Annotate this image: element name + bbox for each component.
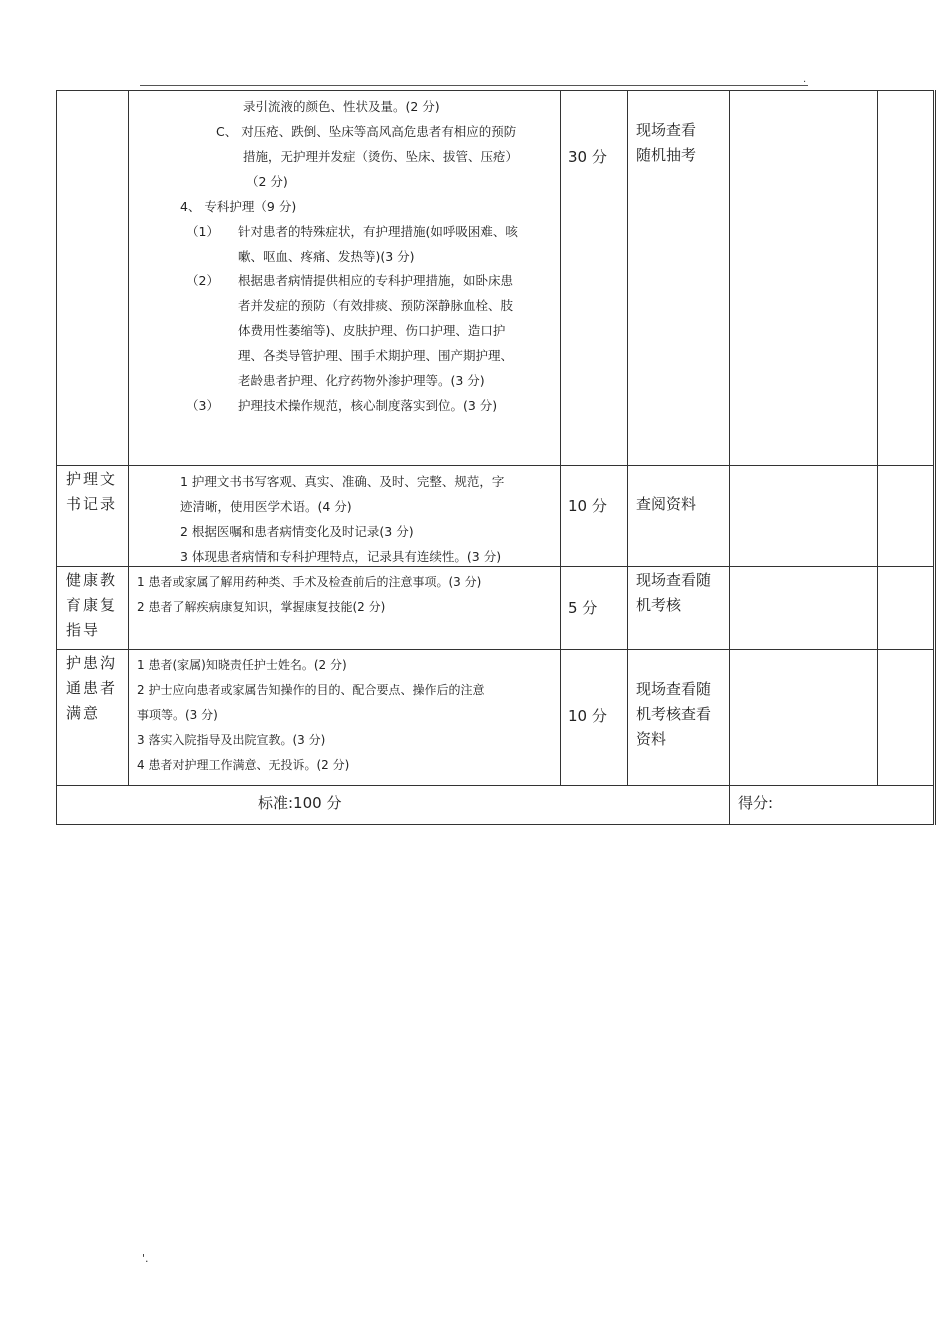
category-line: 护理文 <box>66 470 118 488</box>
col-divider <box>627 90 628 785</box>
criteria-line: 事项等。(3 分) <box>137 708 218 722</box>
col-divider <box>877 90 878 785</box>
standard-total: 标准:100 分 <box>258 794 342 812</box>
criteria-line: 1 护理文书书写客观、真实、准确、及时、完整、规范，字 <box>180 474 505 489</box>
category-line: 满意 <box>66 704 101 722</box>
criteria-line: （2 分) <box>246 174 288 189</box>
row-divider <box>56 465 934 466</box>
criteria-line: 迹清晰，使用医学术语。(4 分) <box>180 499 352 514</box>
header-rule <box>140 85 808 86</box>
criteria-line: 理、各类导管护理、围手术期护理、围产期护理、 <box>238 348 514 363</box>
row-divider <box>56 649 934 650</box>
method-line: 机考核查看 <box>636 705 712 723</box>
criteria-line: 1 患者或家属了解用药种类、手术及检查前后的注意事项。(3 分) <box>137 575 482 589</box>
criteria-line: 4 患者对护理工作满意、无投诉。(2 分) <box>137 758 350 772</box>
category-line: 指导 <box>66 621 101 639</box>
table-border-right <box>933 90 934 825</box>
criteria-line: 老龄患者护理、化疗药物外渗护理等。(3 分) <box>238 373 485 388</box>
method-line: 资料 <box>636 730 667 748</box>
criteria-index: （1） <box>186 224 219 239</box>
method-line: 现场查看随 <box>636 680 712 698</box>
criteria-line: 3 体现患者病情和专科护理特点，记录具有连续性。(3 分) <box>180 549 502 564</box>
row-divider <box>56 785 934 786</box>
method-line: 现场查看 <box>636 121 697 139</box>
method-line: 随机抽考 <box>636 146 697 164</box>
criteria-line: 2 患者了解疾病康复知识，掌握康复技能(2 分) <box>137 600 386 614</box>
criteria-line: 嗽、呕血、疼痛、发热等)(3 分) <box>238 249 415 264</box>
criteria-line: C、 对压疮、跌倒、坠床等高风高危患者有相应的预防 <box>216 124 517 139</box>
category-line: 育康复 <box>66 596 118 614</box>
criteria-line: 录引流液的颜色、性状及量。(2 分) <box>243 99 440 114</box>
criteria-line: 针对患者的特殊症状，有护理措施(如呼吸困难、咳 <box>238 224 518 239</box>
category-line: 护患沟 <box>66 654 118 672</box>
method-line: 查阅资料 <box>636 495 697 513</box>
page-footer-mark: '. <box>142 1252 149 1265</box>
criteria-line: 3 落实入院指导及出院宣教。(3 分) <box>137 733 326 747</box>
col-divider <box>729 90 730 825</box>
criteria-line: 护理技术操作规范，核心制度落实到位。(3 分) <box>238 398 498 413</box>
table-border-bottom <box>56 824 934 825</box>
col-divider <box>560 90 561 785</box>
method-line: 机考核 <box>636 596 682 614</box>
criteria-line: 体费用性萎缩等)、皮肤护理、伤口护理、造口护 <box>238 323 506 338</box>
category-line: 书记录 <box>66 495 118 513</box>
method-line: 现场查看随 <box>636 571 712 589</box>
category-line: 通患者 <box>66 679 118 697</box>
score-value: 10 分 <box>568 497 607 515</box>
criteria-line: 根据患者病情提供相应的专科护理措施，如卧床患 <box>238 273 514 288</box>
criteria-line: 2 根据医嘱和患者病情变化及时记录(3 分) <box>180 524 414 539</box>
score-value: 10 分 <box>568 707 607 725</box>
criteria-index: （3） <box>186 398 219 413</box>
criteria-line: 者并发症的预防（有效排痰、预防深静脉血栓、肢 <box>238 298 514 313</box>
criteria-line: 2 护士应向患者或家属告知操作的目的、配合要点、操作后的注意 <box>137 683 485 697</box>
score-label: 得分: <box>738 794 774 812</box>
header-mark: . <box>803 74 807 85</box>
criteria-line: 措施，无护理并发症（烫伤、坠床、拔管、压疮） <box>243 149 519 164</box>
score-value: 5 分 <box>568 599 598 617</box>
col-divider <box>128 90 129 785</box>
criteria-index: （2） <box>186 273 219 288</box>
table-border-left <box>56 90 57 825</box>
score-value: 30 分 <box>568 148 607 166</box>
criteria-line: 1 患者(家属)知晓责任护士姓名。(2 分) <box>137 658 347 672</box>
table-border-top <box>56 90 934 91</box>
category-line: 健康教 <box>66 571 118 589</box>
criteria-line: 4、 专科护理（9 分) <box>180 199 297 214</box>
table-border-right-outer <box>935 90 936 825</box>
